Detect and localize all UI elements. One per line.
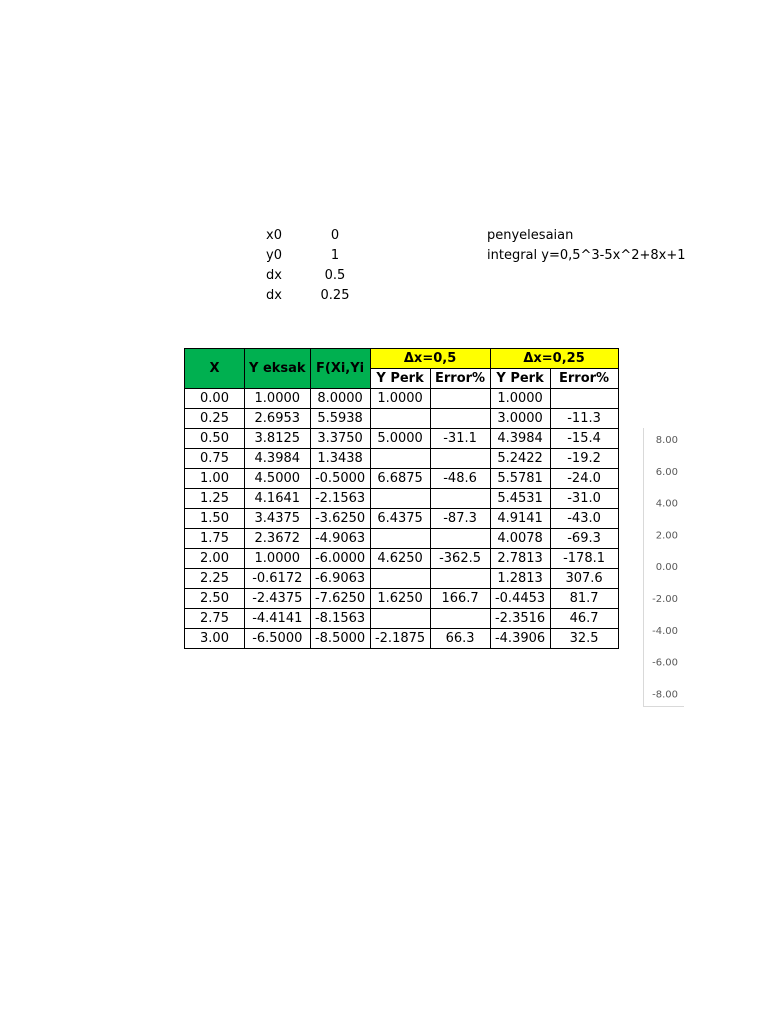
table-row (185, 449, 619, 469)
cell-y-perk-1[interactable] (370, 529, 430, 549)
table-row (185, 629, 619, 649)
parameter-block (250, 226, 370, 306)
param-row-x0 (250, 226, 370, 246)
cell-y-exact[interactable]: 3.8125 (245, 429, 311, 449)
cell-y-perk-1[interactable] (370, 449, 430, 469)
param-value[interactable]: 1 (330, 248, 340, 263)
cell-y-perk-1[interactable]: -2.1875 (370, 629, 430, 649)
cell-y-perk-2[interactable]: -0.4453 (490, 589, 550, 609)
cell-y-perk-2[interactable]: 2.7813 (490, 549, 550, 569)
chart-fragment[interactable] (643, 428, 684, 707)
cell-error-1[interactable] (430, 529, 490, 549)
table-row (185, 469, 619, 489)
cell-x[interactable]: 2.00 (185, 549, 245, 569)
cell-error-1[interactable]: -48.6 (430, 469, 490, 489)
cell-f[interactable]: -3.6250 (310, 509, 370, 529)
cell-y-perk-1[interactable] (370, 569, 430, 589)
cell-y-exact[interactable]: -4.4141 (245, 609, 311, 629)
param-name: dx (266, 268, 282, 283)
cell-f[interactable]: -0.5000 (310, 469, 370, 489)
cell-y-exact[interactable]: -6.5000 (245, 629, 311, 649)
cell-x[interactable]: 1.25 (185, 489, 245, 509)
cell-y-perk-1[interactable] (370, 609, 430, 629)
table-row (185, 589, 619, 609)
cell-y-exact[interactable]: 3.4375 (245, 509, 311, 529)
cell-x[interactable]: 1.00 (185, 469, 245, 489)
cell-y-perk-1[interactable]: 5.0000 (370, 429, 430, 449)
cell-x[interactable]: 3.00 (185, 629, 245, 649)
header-x[interactable]: X (185, 349, 245, 389)
cell-y-exact[interactable]: 4.5000 (245, 469, 311, 489)
cell-f[interactable]: -6.0000 (310, 549, 370, 569)
cell-x[interactable]: 2.25 (185, 569, 245, 589)
cell-y-exact[interactable]: 4.3984 (245, 449, 311, 469)
header-f[interactable]: F(Xi,Yi (310, 349, 370, 389)
cell-error-1[interactable] (430, 569, 490, 589)
cell-y-exact[interactable]: -0.6172 (245, 569, 311, 589)
cell-x[interactable]: 2.50 (185, 589, 245, 609)
param-row-dx2 (250, 286, 370, 306)
header-group-dx-0-25[interactable]: Δx=0,25 (490, 349, 618, 369)
param-name: x0 (266, 228, 282, 243)
table-row (185, 549, 619, 569)
cell-f[interactable]: -8.5000 (310, 629, 370, 649)
cell-y-perk-2[interactable]: 4.3984 (490, 429, 550, 449)
cell-error-1[interactable] (430, 609, 490, 629)
cell-y-perk-2[interactable]: 4.9141 (490, 509, 550, 529)
cell-y-perk-1[interactable]: 6.6875 (370, 469, 430, 489)
cell-error-1[interactable] (430, 489, 490, 509)
table-row (185, 409, 619, 429)
cell-error-2[interactable]: -69.3 (550, 529, 618, 549)
cell-error-2[interactable]: 32.5 (550, 629, 618, 649)
cell-y-perk-2[interactable]: -4.3906 (490, 629, 550, 649)
cell-x[interactable]: 1.50 (185, 509, 245, 529)
cell-y-perk-2[interactable]: 5.5781 (490, 469, 550, 489)
y-axis-tick-label: -2.00 (652, 594, 678, 605)
y-axis-tick-label: 2.00 (655, 530, 678, 542)
param-value[interactable]: 0.5 (324, 268, 346, 283)
cell-y-perk-2[interactable]: 5.4531 (490, 489, 550, 509)
table-row (185, 489, 619, 509)
cell-y-perk-2[interactable]: 5.2422 (490, 449, 550, 469)
cell-f[interactable]: -8.1563 (310, 609, 370, 629)
cell-error-1[interactable] (430, 449, 490, 469)
cell-y-exact[interactable]: 4.1641 (245, 489, 311, 509)
table-row (185, 389, 619, 409)
cell-error-2[interactable]: -178.1 (550, 549, 618, 569)
table-row (185, 529, 619, 549)
cell-error-2[interactable]: -19.2 (550, 449, 618, 469)
y-axis-tick-label: -8.00 (652, 689, 678, 701)
note-title[interactable]: penyelesaian (487, 228, 574, 243)
cell-error-1[interactable] (430, 389, 490, 409)
notes-block (487, 226, 686, 266)
cell-y-perk-1[interactable]: 1.0000 (370, 389, 430, 409)
results-table (184, 348, 619, 649)
param-name: dx (266, 288, 282, 303)
y-axis-tick-label: 4.00 (655, 498, 678, 510)
header-y-perk-1[interactable]: Y Perk (370, 369, 430, 389)
cell-x[interactable]: 2.75 (185, 609, 245, 629)
cell-x[interactable]: 0.25 (185, 409, 245, 429)
table-header-row (185, 349, 619, 369)
cell-y-perk-1[interactable] (370, 409, 430, 429)
header-y-perk-2[interactable]: Y Perk (490, 369, 550, 389)
cell-f[interactable]: -6.9063 (310, 569, 370, 589)
y-axis-tick-label: 6.00 (655, 466, 678, 478)
cell-f[interactable]: -4.9063 (310, 529, 370, 549)
cell-error-2[interactable]: -11.3 (550, 409, 618, 429)
cell-error-2[interactable]: 46.7 (550, 609, 618, 629)
cell-y-perk-1[interactable]: 4.6250 (370, 549, 430, 569)
param-value[interactable]: 0 (330, 228, 340, 243)
param-name: y0 (266, 248, 282, 263)
table-row (185, 569, 619, 589)
cell-error-1[interactable]: 166.7 (430, 589, 490, 609)
y-axis-tick-label: 0.00 (655, 562, 678, 574)
cell-error-1[interactable]: -87.3 (430, 509, 490, 529)
cell-error-2[interactable]: -24.0 (550, 469, 618, 489)
note-formula[interactable]: integral y=0,5^3-5x^2+8x+1 (487, 248, 686, 263)
cell-x[interactable]: 0.75 (185, 449, 245, 469)
cell-y-exact[interactable]: 1.0000 (245, 389, 311, 409)
cell-error-2[interactable]: -31.0 (550, 489, 618, 509)
cell-f[interactable]: -7.6250 (310, 589, 370, 609)
param-row-y0 (250, 246, 370, 266)
y-axis-tick-label: 8.00 (655, 435, 678, 446)
cell-f[interactable]: 8.0000 (310, 389, 370, 409)
cell-error-2[interactable]: -43.0 (550, 509, 618, 529)
cell-error-2[interactable]: 81.7 (550, 589, 618, 609)
cell-y-perk-2[interactable]: -2.3516 (490, 609, 550, 629)
cell-y-exact[interactable]: 1.0000 (245, 549, 311, 569)
y-axis-tick-label: -6.00 (652, 657, 678, 669)
header-y-exact[interactable]: Y eksak (245, 349, 311, 389)
cell-error-1[interactable] (430, 409, 490, 429)
cell-y-exact[interactable]: 2.3672 (245, 529, 311, 549)
table-row (185, 429, 619, 449)
cell-error-2[interactable]: 307.6 (550, 569, 618, 589)
cell-y-exact[interactable]: 2.6953 (245, 409, 311, 429)
cell-y-perk-2[interactable]: 3.0000 (490, 409, 550, 429)
header-error-1[interactable]: Error% (430, 369, 490, 389)
y-axis-tick-label: -4.00 (652, 625, 678, 637)
cell-error-1[interactable]: -31.1 (430, 429, 490, 449)
param-row-dx1 (250, 266, 370, 286)
param-value[interactable]: 0.25 (320, 288, 350, 303)
cell-x[interactable]: 1.75 (185, 529, 245, 549)
cell-f[interactable]: 1.3438 (310, 449, 370, 469)
cell-error-2[interactable] (550, 389, 618, 409)
table-row (185, 509, 619, 529)
table-row (185, 609, 619, 629)
cell-error-1[interactable]: 66.3 (430, 629, 490, 649)
cell-error-1[interactable]: -362.5 (430, 549, 490, 569)
cell-x[interactable]: 0.50 (185, 429, 245, 449)
header-error-2[interactable]: Error% (550, 369, 618, 389)
cell-y-perk-1[interactable] (370, 489, 430, 509)
cell-y-perk-2[interactable]: 1.2813 (490, 569, 550, 589)
cell-f[interactable]: 3.3750 (310, 429, 370, 449)
cell-f[interactable]: 5.5938 (310, 409, 370, 429)
table-body (185, 389, 619, 649)
cell-y-exact[interactable]: -2.4375 (245, 589, 311, 609)
cell-y-perk-2[interactable]: 1.0000 (490, 389, 550, 409)
cell-y-perk-2[interactable]: 4.0078 (490, 529, 550, 549)
cell-y-perk-1[interactable]: 1.6250 (370, 589, 430, 609)
header-group-dx-0-5[interactable]: Δx=0,5 (370, 349, 490, 369)
cell-f[interactable]: -2.1563 (310, 489, 370, 509)
cell-y-perk-1[interactable]: 6.4375 (370, 509, 430, 529)
cell-error-2[interactable]: -15.4 (550, 429, 618, 449)
cell-x[interactable]: 0.00 (185, 389, 245, 409)
chart-svg (644, 428, 684, 706)
